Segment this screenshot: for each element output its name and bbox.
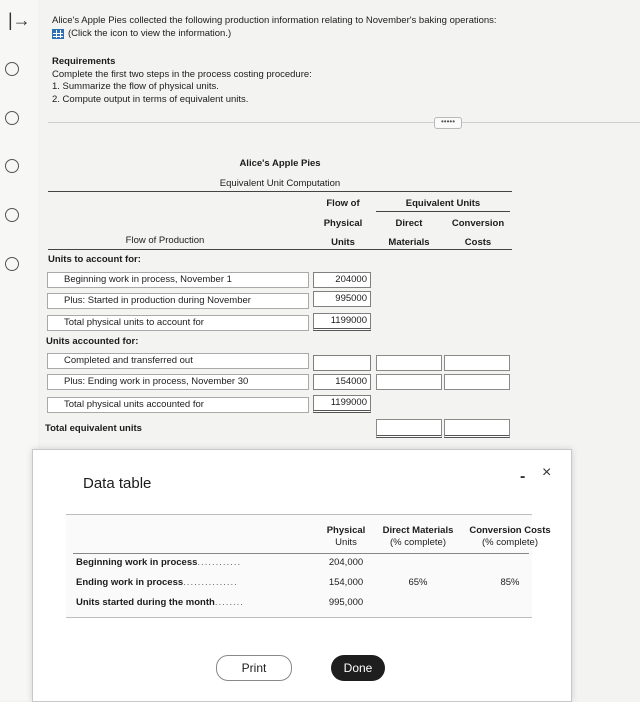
- group-rule: [376, 211, 510, 212]
- table-icon[interactable]: [52, 29, 64, 39]
- row-physical: 204,000: [328, 557, 364, 568]
- col-header-flow-1: Flow of: [326, 198, 360, 209]
- requirement-item-1: 1. Summarize the flow of physical units.: [52, 81, 219, 92]
- row-cc-pct: 85%: [500, 577, 520, 588]
- row-leader-dots: ...............: [183, 577, 238, 588]
- row-physical: 995,000: [328, 597, 364, 608]
- header-physical-2: Units: [335, 537, 357, 548]
- row-total-to-account-for: Total physical units to account for: [47, 315, 309, 331]
- radio-option-5[interactable]: [5, 257, 19, 271]
- print-button[interactable]: Print: [216, 655, 292, 681]
- input-ewip-dm[interactable]: [376, 374, 442, 390]
- header-dm-2: (% complete): [390, 537, 446, 548]
- input-ewip-conv[interactable]: [444, 374, 510, 390]
- radio-option-3[interactable]: [5, 159, 19, 173]
- data-table: [66, 514, 551, 618]
- radio-option-2[interactable]: [5, 111, 19, 125]
- row-physical: 154,000: [328, 577, 364, 588]
- row-label: Beginning work in process: [76, 557, 198, 568]
- info-link-text[interactable]: (Click the icon to view the information.): [68, 28, 232, 39]
- table-row: [76, 557, 241, 568]
- radio-option-4[interactable]: [5, 208, 19, 222]
- company-title: Alice's Apple Pies: [239, 158, 321, 169]
- header-cc-1: Conversion Costs: [469, 525, 551, 536]
- input-completed-dm[interactable]: [376, 355, 442, 371]
- header-physical-1: Physical: [326, 525, 366, 536]
- data-table-dialog: [32, 449, 572, 702]
- row-label: Ending work in process: [76, 577, 184, 588]
- more-button[interactable]: •••••: [434, 117, 462, 129]
- dialog-title: Data table: [83, 475, 152, 492]
- col-header-conv-1: Conversion: [451, 218, 505, 229]
- requirements-lead: Complete the first two steps in the process costing procedure:: [52, 68, 312, 80]
- table-subtitle: Equivalent Unit Computation: [219, 178, 341, 189]
- input-total-eq-conv[interactable]: [444, 419, 510, 438]
- total-equivalent-units-label: Total equivalent units: [45, 423, 142, 434]
- row-completed: Completed and transferred out: [47, 353, 309, 369]
- section-units-accounted-for: Units accounted for:: [46, 336, 139, 347]
- col-header-conv-2: Costs: [464, 237, 492, 248]
- requirements-heading: Requirements: [52, 56, 116, 67]
- input-total-to-account-for[interactable]: 1199000: [313, 313, 371, 331]
- input-total-accounted-for[interactable]: 1199000: [313, 395, 371, 413]
- col-header-equivalent-units: Equivalent Units: [405, 198, 481, 209]
- col-header-flow-3: Units: [331, 237, 355, 248]
- row-total-accounted-for: Total physical units accounted for: [47, 397, 309, 413]
- header-rule: [48, 249, 512, 250]
- section-units-to-account-for: Units to account for:: [48, 254, 141, 265]
- done-button[interactable]: Done: [331, 655, 385, 681]
- input-started[interactable]: 995000: [313, 291, 371, 307]
- col-header-dm-2: Materials: [388, 237, 430, 248]
- input-completed-conv[interactable]: [444, 355, 510, 371]
- row-leader-dots: ........: [214, 597, 244, 608]
- header-cc-2: (% complete): [482, 537, 538, 548]
- input-completed[interactable]: [313, 355, 371, 371]
- col-header-dm-1: Direct: [395, 218, 423, 229]
- header-dm-1: Direct Materials: [382, 525, 454, 536]
- problem-intro: [52, 14, 497, 40]
- row-started: Plus: Started in production during November: [47, 293, 309, 309]
- minimize-icon[interactable]: -: [520, 468, 526, 485]
- close-icon[interactable]: ×: [542, 464, 552, 481]
- input-total-eq-dm[interactable]: [376, 419, 442, 438]
- row-header-flow: Flow of Production: [125, 235, 205, 246]
- row-leader-dots: ............: [197, 557, 242, 568]
- input-ending-wip[interactable]: 154000: [313, 374, 371, 390]
- input-beginning-wip[interactable]: 204000: [313, 272, 371, 288]
- col-header-flow-2: Physical: [323, 218, 363, 229]
- row-beginning-wip: Beginning work in process, November 1: [47, 272, 309, 288]
- radio-option-1[interactable]: [5, 62, 19, 76]
- row-dm-pct: 65%: [408, 577, 428, 588]
- section-divider: [48, 122, 640, 123]
- table-row: [76, 577, 238, 588]
- row-label: Units started during the month: [76, 597, 215, 608]
- title-rule: [48, 191, 512, 192]
- table-row: [76, 597, 244, 608]
- requirements: [52, 56, 312, 106]
- requirement-item-2: 2. Compute output in terms of equivalent units.: [52, 93, 249, 105]
- expand-arrow-icon[interactable]: |→: [8, 10, 31, 30]
- intro-text: Alice's Apple Pies collected the following production information relating to November's baking operations:: [52, 15, 497, 26]
- header-rule: [73, 553, 529, 554]
- row-ending-wip: Plus: Ending work in process, November 30: [47, 374, 309, 390]
- info-link[interactable]: [52, 27, 497, 40]
